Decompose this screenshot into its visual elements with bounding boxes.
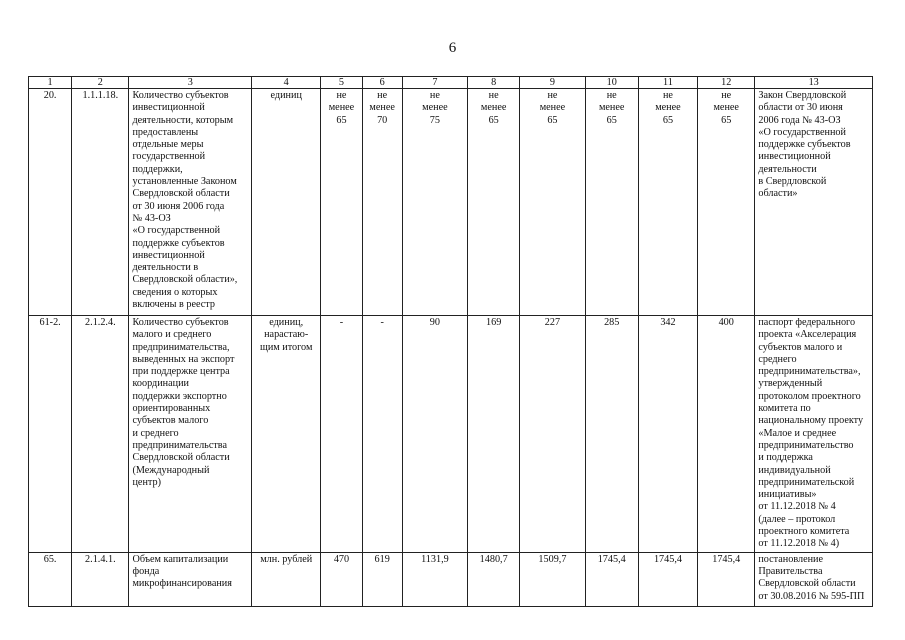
table-row: [29, 552, 873, 606]
value-cell: 342: [638, 316, 697, 553]
value-cell: 90: [402, 316, 467, 553]
row-number: 20.: [29, 89, 72, 316]
source-document: постановление Правительства Свердловской области от 30.08.2016 № 595-ПП: [755, 552, 873, 606]
row-number: 61-2.: [29, 316, 72, 553]
value-cell: не менее 65: [468, 89, 520, 316]
column-header: 8: [468, 77, 520, 89]
unit-cell: млн. рублей: [252, 552, 321, 606]
value-cell: 1131,9: [402, 552, 467, 606]
value-cell: не менее 65: [585, 89, 638, 316]
row-code: 2.1.2.4.: [72, 316, 129, 553]
column-header: 4: [252, 77, 321, 89]
indicator-description: Количество субъектов малого и среднего предпринимательства, выведенных на экспорт при поддержке центра координации поддержки экспортно ориентированных субъектов малого и среднего предпринимательства Свердловской области (Международный центр): [129, 316, 252, 553]
value-cell: 1745,4: [698, 552, 755, 606]
value-cell: 1509,7: [520, 552, 585, 606]
value-cell: -: [321, 316, 362, 553]
column-header: 11: [638, 77, 697, 89]
unit-cell: единиц: [252, 89, 321, 316]
indicators-table: [28, 76, 873, 607]
column-header: 9: [520, 77, 585, 89]
column-header: 2: [72, 77, 129, 89]
value-cell: не менее 65: [520, 89, 585, 316]
value-cell: 1745,4: [638, 552, 697, 606]
indicator-description: Объем капитализации фонда микрофинансирования: [129, 552, 252, 606]
unit-cell: единиц, нарастаю- щим итогом: [252, 316, 321, 553]
column-header: 3: [129, 77, 252, 89]
column-header: 6: [362, 77, 402, 89]
value-cell: 400: [698, 316, 755, 553]
value-cell: 619: [362, 552, 402, 606]
value-cell: не менее 65: [321, 89, 362, 316]
value-cell: 169: [468, 316, 520, 553]
table-row: [29, 89, 873, 316]
column-header: 12: [698, 77, 755, 89]
value-cell: 227: [520, 316, 585, 553]
header-row: [29, 77, 873, 89]
row-code: 2.1.4.1.: [72, 552, 129, 606]
value-cell: 1480,7: [468, 552, 520, 606]
value-cell: не менее 65: [638, 89, 697, 316]
column-header: 10: [585, 77, 638, 89]
source-document: Закон Свердловской области от 30 июня 2006 года № 43-ОЗ «О государственной поддержке субъектов инвестиционной деятельности в Свердловской области»: [755, 89, 873, 316]
value-cell: 285: [585, 316, 638, 553]
value-cell: не менее 75: [402, 89, 467, 316]
column-header: 13: [755, 77, 873, 89]
row-code: 1.1.1.18.: [72, 89, 129, 316]
indicator-description: Количество субъектов инвестиционной деятельности, которым предоставлены отдельные меры государственной поддержки, установленные Законом Свердловской области от 30 июня 2006 года № 43-ОЗ «О государственной поддержке субъектов инвестиционной деятельности в Свердловской области», сведения о которых включены в реестр: [129, 89, 252, 316]
value-cell: 470: [321, 552, 362, 606]
column-header: 5: [321, 77, 362, 89]
table-row: [29, 316, 873, 553]
value-cell: 1745,4: [585, 552, 638, 606]
value-cell: -: [362, 316, 402, 553]
column-header: 7: [402, 77, 467, 89]
value-cell: не менее 65: [698, 89, 755, 316]
row-number: 65.: [29, 552, 72, 606]
value-cell: не менее 70: [362, 89, 402, 316]
page-number: 6: [448, 40, 457, 56]
source-document: паспорт федерального проекта «Акселерация субъектов малого и среднего предпринимательства», утвержденный протоколом проектного комитета по национальному проекту «Малое и среднее предпринимательство и поддержка индивидуальной предпринимательской инициативы» от 11.12.2018 № 4 (далее – протокол проектного комитета от 11.12.2018 № 4): [755, 316, 873, 553]
column-header: 1: [29, 77, 72, 89]
